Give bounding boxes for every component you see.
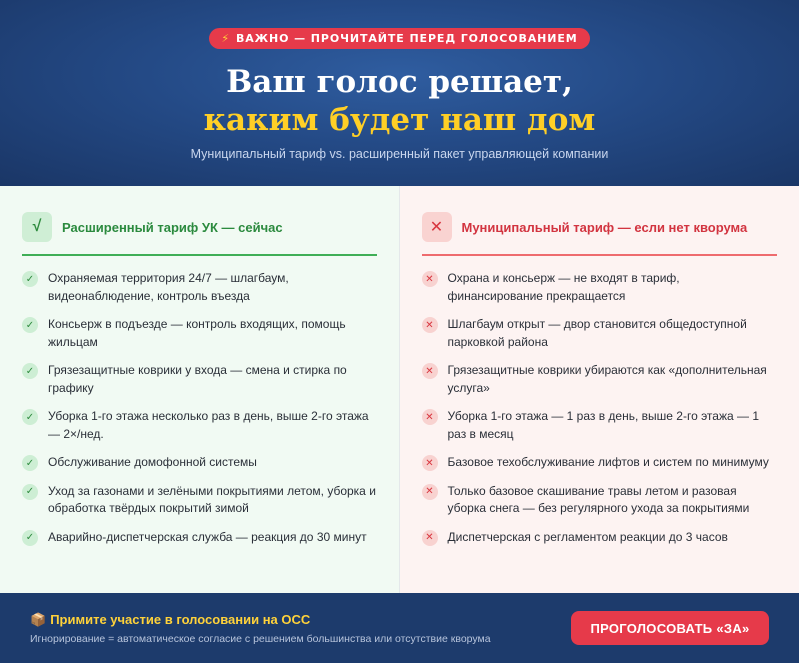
item-text: Диспетчерская с регламентом реакции до 3 часов <box>447 529 728 544</box>
municipal-tariff-title: Муниципальный тариф — если нет кворума <box>461 219 748 235</box>
list-item <box>422 454 778 472</box>
lightning-icon: ⚡ <box>221 32 230 45</box>
check-icon: ✓ <box>22 271 38 287</box>
comparison-columns <box>0 186 799 593</box>
cross-icon: ✕ <box>422 271 438 287</box>
list-item <box>22 483 377 518</box>
ballot-box-icon: 📦 <box>30 611 47 627</box>
hero-header <box>0 0 799 186</box>
header-subtitle: Муниципальный тариф vs. расширенный пакет управляющей компании <box>190 147 609 161</box>
list-item <box>22 270 377 305</box>
check-icon: ✓ <box>22 455 38 471</box>
list-item <box>22 454 377 472</box>
vote-yes-button[interactable]: ПРОГОЛОСОВАТЬ «ЗА» <box>571 611 769 645</box>
municipal-tariff-header <box>422 212 778 254</box>
list-item <box>422 362 778 397</box>
list-item <box>22 529 377 547</box>
badge-text: ВАЖНО — ПРОЧИТАЙТЕ ПЕРЕД ГОЛОСОВАНИЕМ <box>235 32 578 45</box>
item-text: Охрана и консьерж — не входят в тариф, финансирование прекращается <box>447 271 680 303</box>
footer-text-block <box>30 612 491 645</box>
column-divider <box>422 254 778 256</box>
checkmark-icon: √ <box>22 212 52 242</box>
item-text: Обслуживание домофонной системы <box>48 455 257 469</box>
item-text: Только базовое скашивание травы летом и разовая уборка снега — без регулярного ухода за покрытиями <box>447 483 750 515</box>
column-divider <box>22 254 377 256</box>
list-item <box>422 408 778 443</box>
check-icon: ✓ <box>22 317 38 333</box>
current-tariff-title: Расширенный тариф УК — сейчас <box>62 219 283 235</box>
footer-note: Игнорирование = автоматическое согласие с решением большинства или отсутствие кворума <box>30 632 491 645</box>
check-icon: ✓ <box>22 484 38 500</box>
list-item <box>422 270 778 305</box>
current-tariff-list <box>22 270 377 546</box>
check-icon: ✓ <box>22 530 38 546</box>
list-item <box>422 483 778 518</box>
headline-line-2: каким будет наш дом <box>203 102 596 138</box>
list-item <box>22 362 377 397</box>
headline-line-1: Ваш голос решает, <box>226 64 573 100</box>
footer-title-text: Примите участие в голосовании на ОСС <box>50 611 311 627</box>
current-tariff-column <box>0 186 400 593</box>
item-text: Шлагбаум открыт — двор становится общедоступной парковкой района <box>447 317 747 349</box>
item-text: Грязезащитные коврики у входа — смена и стирка по графику <box>48 363 347 395</box>
item-text: Грязезащитные коврики убираются как «дополнительная услуга» <box>447 363 767 395</box>
item-text: Аварийно-диспетчерская служба — реакция до 30 минут <box>48 529 367 544</box>
vote-footer <box>0 593 799 663</box>
item-text: Уборка 1-го этажа — 1 раз в день, выше 2-го этажа — 1 раз в месяц <box>447 409 760 441</box>
item-text: Уход за газонами и зелёными покрытиями летом, уборка и обработка твёрдых покрытий зимой <box>48 483 376 515</box>
footer-title <box>30 612 491 628</box>
cross-icon: ✕ <box>422 484 438 500</box>
cross-icon: ✕ <box>422 317 438 333</box>
cross-icon: ✕ <box>422 455 438 471</box>
list-item <box>22 408 377 443</box>
item-text: Базовое техобслуживание лифтов и систем по минимуму <box>447 455 769 469</box>
cross-icon: ✕ <box>422 212 452 242</box>
check-icon: ✓ <box>22 409 38 425</box>
cross-icon: ✕ <box>422 530 438 546</box>
item-text: Охраняемая территория 24/7 — шлагбаум, видеонаблюдение, контроль въезда <box>48 271 289 303</box>
cross-icon: ✕ <box>422 409 438 425</box>
important-badge <box>209 28 589 49</box>
item-text: Консьерж в подъезде — контроль входящих, помощь жильцам <box>48 317 346 349</box>
list-item <box>422 316 778 351</box>
current-tariff-header <box>22 212 377 254</box>
item-text: Уборка 1-го этажа несколько раз в день, выше 2-го этажа — 2×/нед. <box>48 409 369 441</box>
municipal-tariff-list <box>422 270 778 546</box>
cross-icon: ✕ <box>422 363 438 379</box>
municipal-tariff-column <box>400 186 799 593</box>
check-icon: ✓ <box>22 363 38 379</box>
list-item <box>422 529 778 547</box>
list-item <box>22 316 377 351</box>
